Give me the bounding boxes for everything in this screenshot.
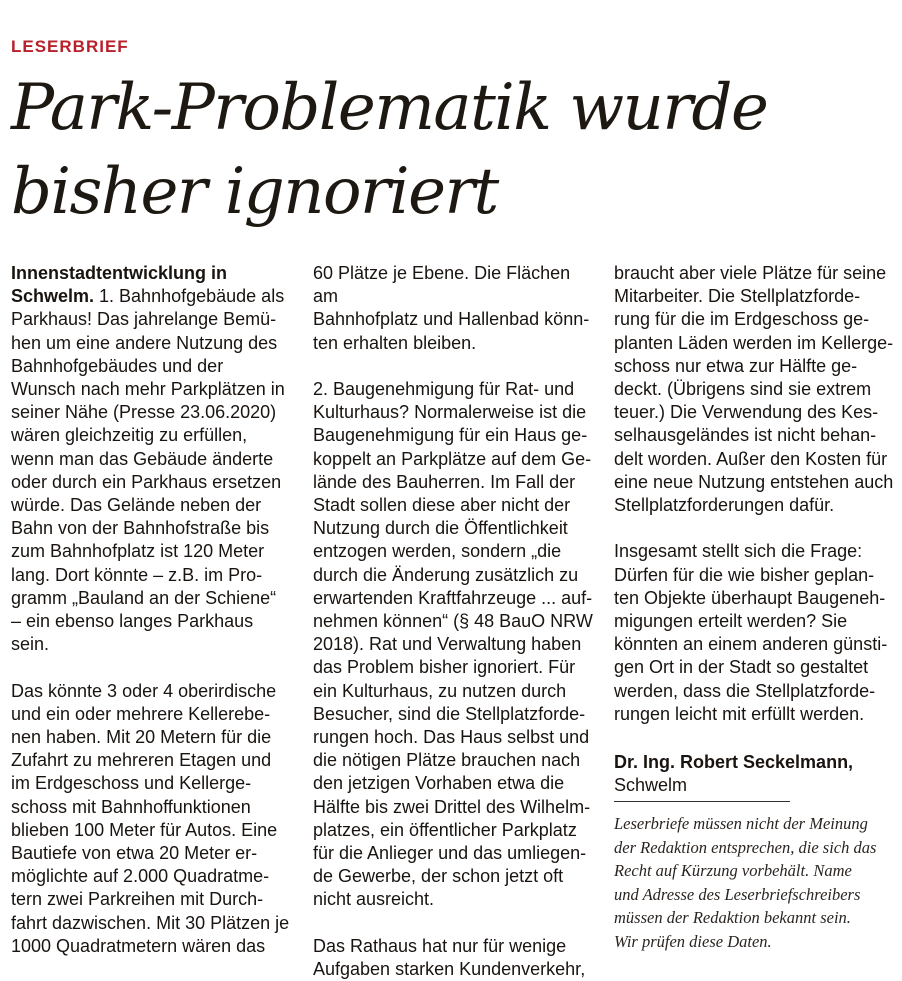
text-line: nehmen können“ (§ 48 BauO NRW [313, 611, 593, 632]
text-line: Recht auf Kürzung vorbehält. Name [614, 861, 852, 881]
text-line: die nötigen Plätze brauchen nach [313, 750, 581, 771]
text-line: Wir prüfen diese Daten. [614, 931, 772, 951]
paragraph [313, 378, 593, 912]
text-line: Zufahrt zu mehreren Etagen und [11, 750, 272, 771]
text-line: Bahnhofplatz und Hallenbad könn- [313, 309, 590, 330]
author-name: Dr. Ing. Robert Seckelmann, [614, 752, 854, 773]
text-line: ten erhalten bleiben. [313, 332, 477, 353]
text-line: gen Ort in der Stadt so gestaltet [614, 657, 869, 678]
text-line: zum Bahnhofplatz ist 120 Meter [11, 541, 265, 562]
paragraph [313, 935, 593, 981]
text-line: im Erdgeschoss und Kellerge- [11, 773, 252, 794]
text-line: tern zwei Parkreihen mit Durch- [11, 889, 264, 910]
text-line: fahrt dazwischen. Mit 30 Plätzen je [11, 912, 290, 933]
text-line: Bahnhofgebäudes und der [11, 355, 224, 376]
text-line: 2. Baugenehmigung für Rat- und [313, 379, 575, 399]
lead-bold-text: Innenstadtentwicklung in [11, 263, 228, 283]
text-line: rungen leicht mit erfüllt werden. [614, 703, 865, 724]
text-line: braucht aber viele Plätze für seine [614, 263, 887, 283]
text-line: lang. Dort könnte – z.B. im Pro- [11, 564, 263, 585]
text-line: platzes, ein öffentlicher Parkplatz [313, 819, 577, 840]
text-line: Besucher, sind die Stellplatzforde- [313, 703, 586, 724]
paragraph [11, 680, 296, 958]
text-line: und Adresse des Leserbriefschreibers [614, 884, 861, 904]
text-line: Dürfen für die wie bisher geplan- [614, 564, 875, 585]
author-city: Schwelm [614, 775, 688, 796]
body-text: 1. Bahnhofgebäude als [94, 286, 285, 307]
text-line: Kulturhaus? Normalerweise ist die [313, 402, 587, 423]
text-line: selhausgeländes ist nicht behan- [614, 425, 877, 446]
text-line: Stellplatzforderungen dafür. [614, 495, 835, 516]
text-line: rungen hoch. Das Haus selbst und [313, 727, 590, 748]
text-line: eine neue Nutzung entstehen auch [614, 471, 894, 492]
text-line: Stadt sollen diese aber nicht der [313, 495, 571, 516]
text-line: wären gleichzeitig zu erfüllen, [11, 425, 248, 446]
text-line: Insgesamt stellt sich die Frage: [614, 541, 863, 562]
text-line: blieben 100 Meter für Autos. Eine [11, 819, 278, 840]
section-kicker: LESERBRIEF [11, 37, 129, 56]
text-line: – ein ebenso langes Parkhaus [11, 611, 254, 632]
text-line: koppelt an Parkplätze auf dem Ge- [313, 448, 592, 469]
text-line: hen um eine andere Nutzung des [11, 332, 278, 353]
divider [614, 801, 790, 802]
paragraph [313, 262, 593, 355]
text-line: nen haben. Mit 20 Metern für die [11, 727, 272, 748]
text-line: müssen der Redaktion bekannt sein. [614, 908, 851, 928]
text-line: delt worden. Außer den Kosten für [614, 448, 888, 469]
disclaimer [614, 812, 896, 954]
body-column-2 [313, 262, 593, 981]
text-line: 60 Plätze je Ebene. Die Flächen am [313, 263, 571, 307]
headline-line: Park-Problematik wurde [11, 71, 768, 145]
text-line: nicht ausreicht. [313, 889, 435, 910]
text-line: Leserbriefe müssen nicht der Meinung [614, 814, 868, 833]
text-line: für die Anlieger und das umliegen- [313, 843, 587, 864]
text-line: könnten an einem anderen günsti- [614, 634, 888, 655]
text-line: möglichte auf 2.000 Quadratme- [11, 866, 270, 887]
text-line: Wunsch nach mehr Parkplätzen in [11, 379, 285, 400]
text-line: Bahn von der Bahnhofstraße bis [11, 518, 270, 539]
text-line: werden, dass die Stellplatzforde- [614, 680, 876, 701]
body-column-3 [614, 262, 896, 798]
text-line: teuer.) Die Verwendung des Kes- [614, 402, 879, 423]
text-line: gramm „Bauland an der Schiene“ [11, 587, 277, 608]
text-line: entzogen werden, sondern „die [313, 541, 562, 562]
text-line: erwartenden Kraftfahrzeuge ... auf- [313, 587, 593, 608]
paragraph [614, 540, 896, 726]
text-line: und ein oder mehrere Kellerebe- [11, 703, 271, 724]
text-line: planten Läden werden im Kellerge- [614, 332, 894, 353]
text-line: 2018). Rat und Verwaltung haben [313, 634, 582, 655]
text-line: ten Objekte überhaupt Baugeneh- [614, 587, 886, 608]
text-line: seiner Nähe (Presse 23.06.2020) [11, 402, 277, 423]
body-column-1 [11, 262, 296, 958]
text-line: ein Kulturhaus, zu nutzen durch [313, 680, 567, 701]
text-line: oder durch ein Parkhaus ersetzen [11, 471, 282, 492]
text-line: de Gewerbe, der schon jetzt oft [313, 866, 564, 887]
text-line: das Problem bisher ignoriert. Für [313, 657, 576, 678]
text-line: Das Rathaus hat nur für wenige [313, 935, 567, 956]
text-line: Parkhaus! Das jahrelange Bemü- [11, 309, 277, 330]
text-line: migungen erteilt werden? Sie [614, 611, 848, 632]
text-line: lände des Bauherren. Im Fall der [313, 471, 576, 492]
text-line: würde. Das Gelände neben der [11, 495, 262, 516]
text-line: Nutzung durch die Öffentlichkeit [313, 518, 568, 539]
text-line: Bautiefe von etwa 20 Meter er- [11, 843, 258, 864]
text-line: sein. [11, 634, 50, 655]
text-line: deckt. (Übrigens sind sie extrem [614, 379, 872, 400]
text-line: der Redaktion entsprechen, die sich das [614, 837, 877, 857]
text-line: wenn man das Gebäude änderte [11, 448, 274, 469]
text-line: schoss mit Bahnhoffunktionen [11, 796, 251, 817]
lead-bold-text: Schwelm. [11, 286, 95, 307]
text-line: Hälfte bis zwei Drittel des Wilhelm- [313, 796, 591, 817]
text-line: Aufgaben starken Kundenverkehr, [313, 959, 586, 980]
text-line: den jetzigen Vorhaben etwa die [313, 773, 565, 794]
headline [11, 66, 891, 234]
text-line: 1000 Quadratmetern wären das [11, 935, 266, 956]
text-line: rung für die im Erdgeschoss ge- [614, 309, 870, 330]
text-line: Mitarbeiter. Die Stellplatzforde- [614, 286, 861, 307]
text-line: schoss nur etwa zur Hälfte ge- [614, 355, 858, 376]
text-line: Baugenehmigung für ein Haus ge- [313, 425, 588, 446]
text-line: Das könnte 3 oder 4 oberirdische [11, 680, 277, 701]
paragraph [11, 262, 296, 656]
text-line: durch die Änderung zusätzlich zu [313, 564, 579, 585]
headline-line: bisher ignoriert [11, 155, 498, 229]
paragraph [614, 262, 896, 517]
